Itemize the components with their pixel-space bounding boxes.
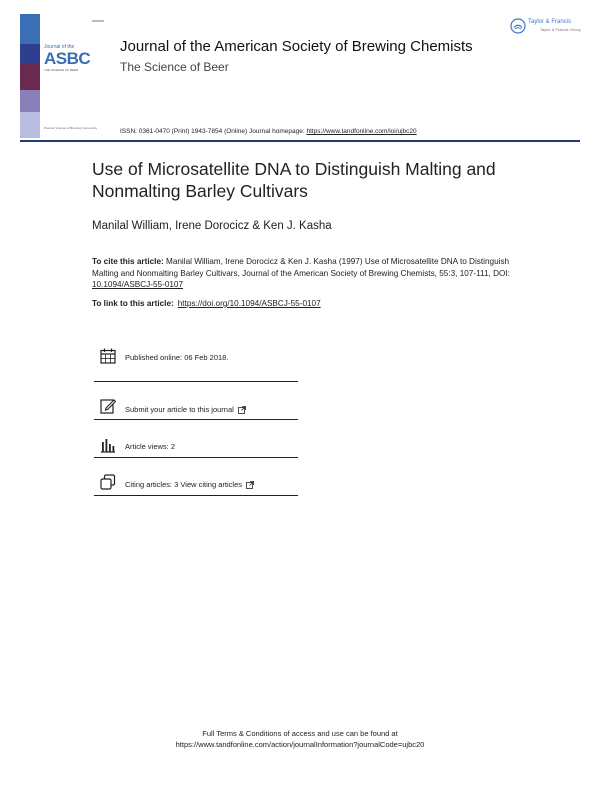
article-link-block [92, 299, 321, 308]
article-views-item [94, 420, 298, 458]
publisher-logo-icon [510, 18, 526, 34]
logo-small-text: Journal of the [44, 44, 75, 50]
publisher-group: Taylor & Francis Group [540, 27, 581, 32]
logo-tagline: THE SCIENCE OF BEER [44, 68, 79, 72]
journal-homepage-link[interactable]: https://www.tandfonline.com/loi/ujbc20 [306, 128, 417, 135]
external-link-icon [238, 406, 246, 414]
logo-footer: Premier Science of Brewing Community [44, 126, 98, 130]
publisher-name: Taylor & Francis [528, 19, 572, 25]
logo-color-strip [20, 14, 40, 138]
page-footer [0, 728, 600, 750]
published-online-item [94, 344, 298, 382]
calendar-icon [100, 348, 116, 364]
header-rule [20, 140, 580, 142]
submit-article-item[interactable] [94, 382, 298, 420]
citation-label: To cite this article: [92, 257, 164, 266]
article-link-label: To link to this article: [92, 299, 174, 308]
citing-articles-icon [100, 474, 116, 490]
published-online-text: Published online: 06 Feb 2018. [125, 353, 229, 362]
bar-chart-icon [100, 437, 116, 453]
external-link-icon [246, 481, 254, 489]
edit-icon [100, 398, 116, 414]
issn-line [120, 128, 417, 135]
citation-doi-link[interactable]: 10.1094/ASBCJ-55-0107 [92, 280, 184, 289]
citing-articles-text: Citing articles: 3 View citing articles [125, 480, 242, 489]
submit-article-link[interactable] [125, 405, 246, 414]
publisher-logo[interactable] [510, 16, 590, 38]
article-link-url[interactable]: https://doi.org/10.1094/ASBCJ-55-0107 [177, 299, 321, 308]
footer-terms-link[interactable]: https://www.tandfonline.com/action/journalInformation?journalCode=ujbc20 [175, 740, 425, 749]
citing-articles-link[interactable] [125, 480, 254, 489]
citation-text: Manilal William, Irene Dorocicz & Ken J. Kasha (1997) Use of Microsatellite DNA to Distinguish Malting and Nonmalting Barley Cultivars, Journal of the American Society of Brewing Chemists, 55:3, 107-111, DOI: [92, 257, 510, 278]
article-authors: Manilal William, Irene Dorocicz & Ken J. Kasha [92, 220, 332, 232]
journal-title: Journal of the American Society of Brewing Chemists [120, 38, 473, 55]
logo-acronym: ASBC [44, 49, 91, 68]
logo-text [44, 44, 90, 72]
article-info-list [94, 344, 298, 496]
journal-logo [20, 14, 102, 138]
citation-block [92, 256, 512, 291]
journal-subtitle: The Science of Beer [120, 60, 229, 74]
article-title: Use of Microsatellite DNA to Distinguish Malting and Nonmalting Barley Cultivars [92, 159, 496, 201]
submit-article-text: Submit your article to this journal [125, 405, 234, 414]
citing-articles-item[interactable] [94, 458, 298, 496]
issn-text: ISSN: 0361-0470 (Print) 1943-7854 (Online) Journal homepage: [120, 128, 307, 135]
footer-terms-text: Full Terms & Conditions of access and use can be found at [202, 729, 398, 738]
article-views-text: Article views: 2 [125, 442, 176, 451]
